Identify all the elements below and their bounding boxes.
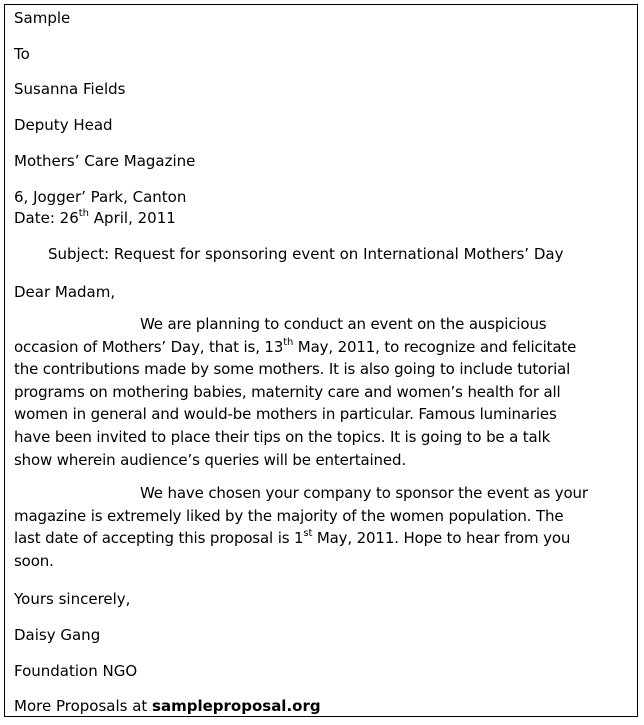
p2-line-2: magazine is extremely liked by the majority of the women population. The <box>14 506 564 525</box>
body-paragraph-2 <box>14 482 631 572</box>
closing: Yours sincerely, <box>14 590 131 608</box>
p1-line-5: women in general and would-be mothers in particular. Famous luminaries <box>14 405 557 424</box>
p1-line-7: show wherein audience’s queries will be entertained. <box>14 450 406 469</box>
p1-line-2a: occasion of Mothers’ Day, that is, 13 <box>14 337 284 356</box>
recipient-address: 6, Jogger’ Park, Canton <box>14 188 187 206</box>
sample-label: Sample <box>14 9 71 27</box>
salutation: Dear Madam, <box>14 283 116 301</box>
sender-organization: Foundation NGO <box>14 662 138 680</box>
recipient-title: Deputy Head <box>14 116 113 134</box>
p1-line-4: programs on mothering babies, maternity care and women’s health for all <box>14 382 561 401</box>
sender-name: Daisy Gang <box>14 626 101 644</box>
letter-frame <box>4 4 638 717</box>
p1-line-1: We are planning to conduct an event on the auspicious <box>140 315 547 333</box>
recipient-organization: Mothers’ Care Magazine <box>14 152 196 170</box>
letter-date <box>14 209 176 227</box>
p1-line-6: have been invited to place their tips on the topics. It is going to be a talk <box>14 427 551 446</box>
p2-line-4: soon. <box>14 551 54 570</box>
footer-prefix: More Proposals at <box>14 697 153 715</box>
subject-line: Subject: Request for sponsoring event on International Mothers’ Day <box>48 245 564 263</box>
p2-ordinal: st <box>303 528 313 540</box>
p2-line-1: We have chosen your company to sponsor the event as your <box>140 484 588 502</box>
p1-ordinal: th <box>283 336 294 348</box>
p1-line-3: the contributions made by some mothers. It is also going to include tutorial <box>14 360 571 379</box>
p2-line-3b: May, 2011. Hope to hear from you <box>312 529 571 548</box>
body-paragraph-1 <box>14 313 631 471</box>
p2-line-3a: last date of accepting this proposal is 1 <box>14 529 304 548</box>
date-prefix: Date: 26 <box>14 209 79 227</box>
to-label: To <box>14 45 30 63</box>
footer <box>14 697 321 715</box>
footer-site-link[interactable]: sampleproposal.org <box>152 697 321 715</box>
p1-line-2b: May, 2011, to recognize and felicitate <box>293 337 577 356</box>
date-ordinal: th <box>78 208 90 219</box>
date-suffix: April, 2011 <box>89 209 176 227</box>
recipient-name: Susanna Fields <box>14 80 126 98</box>
